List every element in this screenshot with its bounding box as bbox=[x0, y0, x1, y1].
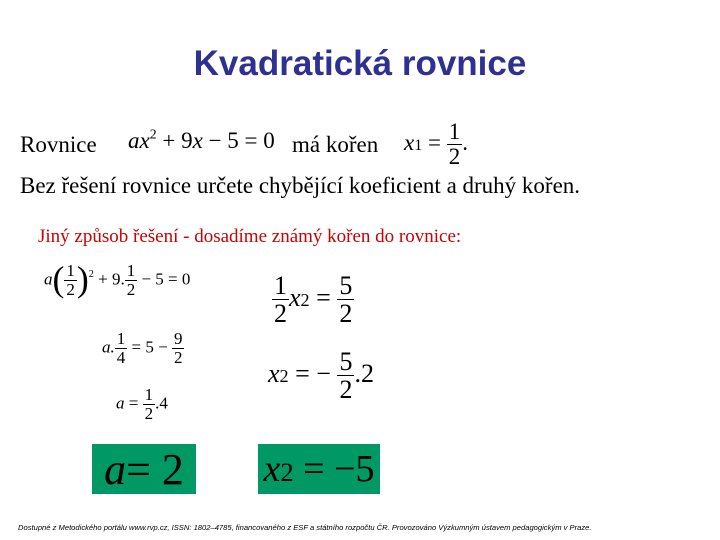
fraction bbox=[125, 262, 138, 299]
eq-part: − 5 = 0 bbox=[137, 269, 191, 289]
root-var: x bbox=[404, 129, 415, 155]
eq-part: = bbox=[309, 282, 338, 312]
right-step-2 bbox=[268, 348, 374, 404]
root-period: . bbox=[462, 129, 468, 155]
fraction-denominator: 2 bbox=[173, 347, 183, 367]
eq-part: .4 bbox=[155, 393, 168, 413]
coef-a: a bbox=[44, 269, 53, 289]
exponent: 2 bbox=[88, 269, 94, 281]
intro-word-ma-koren: má kořen bbox=[292, 132, 379, 157]
fraction-numerator: 5 bbox=[339, 271, 353, 300]
var-x: x bbox=[192, 128, 203, 153]
eq-part: = − bbox=[288, 358, 338, 388]
result-value: = −5 bbox=[293, 448, 375, 490]
eq-part: + 9. bbox=[93, 269, 125, 289]
fraction-numerator: 9 bbox=[173, 329, 183, 348]
fraction-denominator: 2 bbox=[144, 403, 154, 423]
fraction-numerator: 1 bbox=[448, 119, 461, 144]
root-sub: 1 bbox=[414, 136, 423, 154]
result-x2-expression bbox=[263, 447, 374, 491]
fraction-numerator: 1 bbox=[274, 271, 287, 300]
fraction-denominator: 2 bbox=[66, 279, 75, 299]
fraction bbox=[272, 272, 289, 328]
root-eq: = bbox=[422, 129, 447, 155]
right-paren: ) bbox=[76, 259, 89, 300]
var-x: x bbox=[289, 282, 301, 312]
left-step-1 bbox=[44, 259, 191, 300]
fraction bbox=[143, 386, 156, 423]
eq-part: .2 bbox=[354, 358, 374, 388]
eq-part: = bbox=[124, 393, 143, 413]
var-sub: 2 bbox=[279, 365, 289, 386]
eq-part: = 5 − bbox=[127, 337, 172, 357]
coef-a: a bbox=[128, 128, 140, 153]
coef-a: a. bbox=[102, 337, 115, 357]
fraction-numerator: 5 bbox=[339, 347, 353, 376]
footer-credits: Dostupné z Metodického portálu www.rvp.cz, ISSN: 1802–4785, financovaného z ESF a státního rozpočtu ČR. Provozováno Výzkumným ústavem pedagogickým v Praze. bbox=[18, 523, 592, 532]
fraction-denominator: 2 bbox=[339, 299, 353, 329]
slide-title: Kvadratická rovnice bbox=[193, 44, 527, 83]
hint-text: Jiný způsob řešení - dosadíme známý kořen do rovnice: bbox=[38, 226, 462, 247]
fraction bbox=[172, 330, 185, 367]
fraction-denominator: 2 bbox=[448, 144, 461, 170]
fraction-numerator: 1 bbox=[144, 385, 154, 404]
task-text: Bez řešení rovnice určete chybějící koeficient a druhý kořen. bbox=[20, 173, 581, 198]
fraction-numerator: 1 bbox=[126, 261, 136, 280]
fraction-denominator: 2 bbox=[339, 375, 353, 405]
var-x: x bbox=[139, 128, 150, 153]
fraction-numerator: 1 bbox=[66, 261, 75, 280]
intro-root bbox=[404, 120, 468, 169]
root-fraction bbox=[447, 120, 463, 169]
result-x2-box bbox=[258, 444, 380, 494]
eq-part: + 9 bbox=[156, 128, 193, 153]
coef-a: a bbox=[116, 393, 125, 413]
left-step-3 bbox=[116, 386, 168, 423]
fraction bbox=[115, 330, 128, 367]
fraction-numerator: 1 bbox=[116, 329, 126, 348]
var-sub: 2 bbox=[280, 457, 294, 487]
intro-equation bbox=[128, 128, 275, 154]
fraction-denominator: 2 bbox=[126, 279, 136, 299]
left-paren: ( bbox=[52, 259, 65, 300]
fraction bbox=[337, 272, 354, 328]
result-a-box bbox=[92, 444, 196, 494]
fraction bbox=[337, 348, 354, 404]
fraction-denominator: 2 bbox=[274, 299, 287, 329]
var-x: x bbox=[263, 448, 281, 490]
left-step-2 bbox=[102, 330, 184, 367]
var-sub: 2 bbox=[300, 289, 310, 310]
fraction bbox=[64, 262, 77, 299]
eq-part: − 5 = 0 bbox=[202, 128, 275, 153]
exponent: 2 bbox=[149, 126, 157, 142]
fraction-denominator: 4 bbox=[116, 347, 126, 367]
coef-a: a bbox=[104, 444, 127, 494]
right-step-1 bbox=[272, 272, 354, 328]
var-x: x bbox=[268, 358, 280, 388]
result-value: = 2 bbox=[126, 444, 184, 494]
intro-word-rovnice: Rovnice bbox=[20, 132, 97, 157]
